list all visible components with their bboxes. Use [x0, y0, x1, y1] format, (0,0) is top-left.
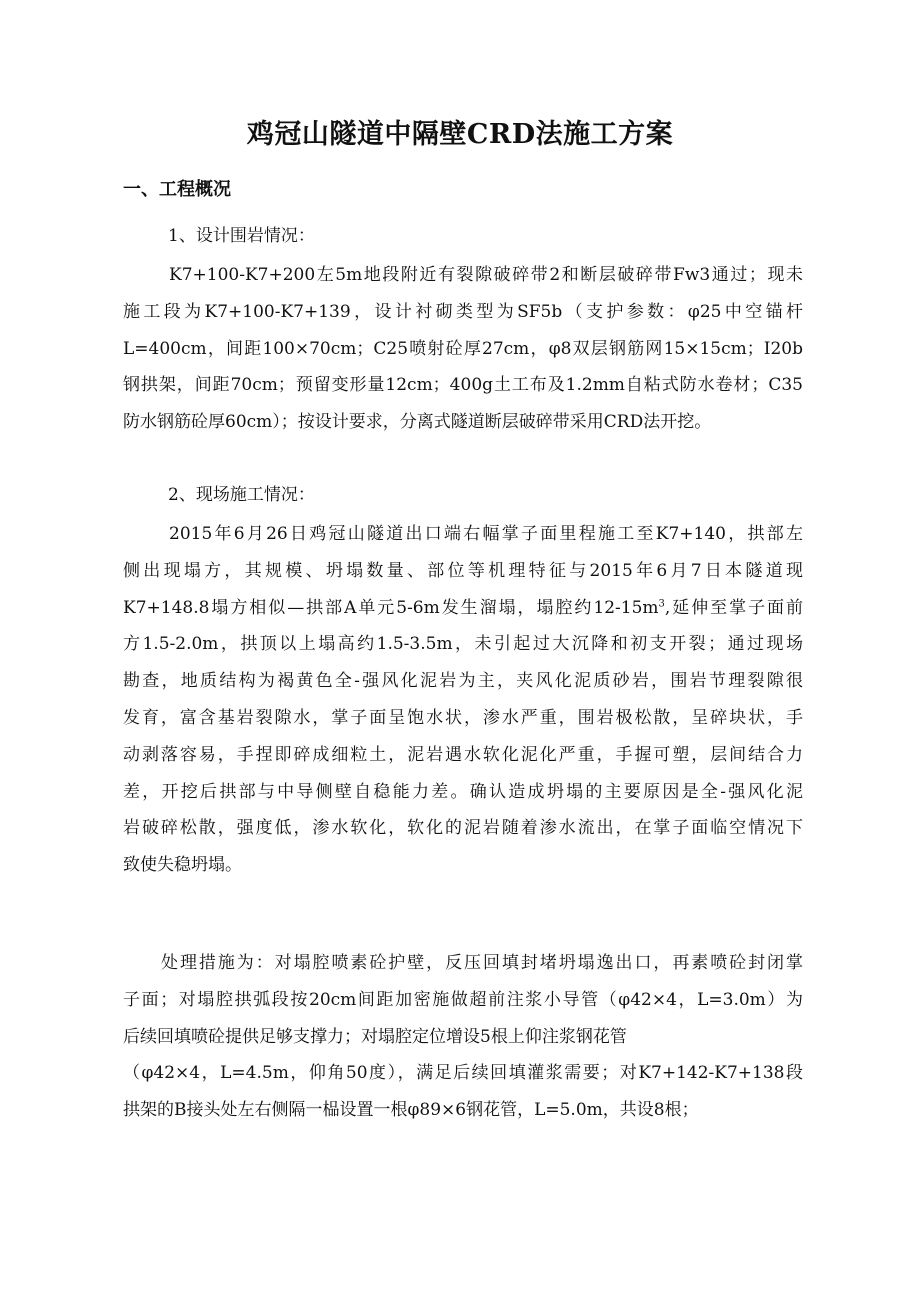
- paragraph-line: 侧出现塌方，其规模、坍塌数量、部位等机理特征与2015年6月7日本隧道现: [123, 560, 803, 581]
- paragraph-treatment: [123, 945, 803, 1129]
- document-title: 鸡冠山隧道中隔壁CRD法施工方案: [246, 119, 674, 150]
- paragraph-line: 动剥落容易，手捏即碎成细粒土，泥岩遇水软化泥化严重，手握可塑，层间结合力: [123, 744, 803, 765]
- paragraph-line: 处理措施为：对塌腔喷素砼护壁，反压回填封堵坍塌逸出口，再素喷砼封闭掌: [161, 953, 803, 973]
- line-segment: K7+148.8塌方相似—拱部A单元5-6m发生溜塌，塌腔约12-15m: [123, 597, 659, 618]
- paragraph-line: K7+100-K7+200左5m地段附近有裂隙破碎带2和断层破碎带Fw3通过；现未: [169, 265, 803, 285]
- paragraph-line: 子面；对塌腔拱弧段按20cm间距加密施做超前注浆小导管（φ42×4，L=3.0m）为: [123, 989, 803, 1010]
- paragraph-site-conditions: [123, 516, 803, 884]
- sub1-heading: 1、设计围岩情况：: [168, 226, 315, 246]
- paragraph-line: 岩破碎松散，强度低，渗水软化，软化的泥岩随着渗水流出，在掌子面临空情况下: [123, 818, 803, 839]
- paragraph-line: 钢拱架，间距70cm；预留变形量12cm；400g土工布及1.2mm自粘式防水卷材；C35: [123, 375, 803, 396]
- paragraph-line: 施工段为K7+100-K7+139，设计衬砌类型为SF5b（支护参数：φ25中空锚杆: [123, 301, 803, 322]
- sub2-heading: 2、现场施工情况：: [168, 485, 315, 505]
- superscript-cubic: 3: [658, 597, 665, 609]
- section-heading: 一、工程概况: [123, 179, 231, 200]
- paragraph-line: 2015年6月26日鸡冠山隧道出口端右幅掌子面里程施工至K7+140，拱部左: [169, 524, 803, 544]
- paragraph-line: 差，开挖后拱部与中导侧壁自稳能力差。确认造成坍塌的主要原因是全-强风化泥: [123, 781, 803, 802]
- paragraph-line: 方1.5-2.0m，拱顶以上塌高约1.5-3.5m，未引起过大沉降和初支开裂；通过现场: [123, 634, 803, 655]
- paragraph-line: 致使失稳坍塌。: [123, 855, 242, 876]
- paragraph-line: 后续回填喷砼提供足够支撑力；对塌腔定位增设5根上仰注浆钢花管: [123, 1026, 627, 1047]
- paragraph-line: 勘查，地质结构为褐黄色全-强风化泥岩为主，夹风化泥质砂岩，围岩节理裂隙很: [123, 671, 803, 692]
- paragraph-line: （φ42×4，L=4.5m，仰角50度），满足后续回填灌浆需要；对K7+142-K7+138段: [123, 1063, 803, 1084]
- paragraph-line: [123, 590, 803, 627]
- paragraph-line: 拱架的B接头处左右侧隔一榀设置一根φ89×6钢花管，L=5.0m，共设8根；: [123, 1100, 699, 1121]
- paragraph-line: 防水钢筋砼厚60cm）；按设计要求，分离式隧道断层破碎带采用CRD法开挖。: [123, 412, 712, 433]
- line-segment: ,延伸至掌子面前: [664, 597, 804, 618]
- paragraph-design-rock: [123, 257, 803, 441]
- paragraph-line: 发育，富含基岩裂隙水，掌子面呈饱水状，渗水严重，围岩极松散，呈碎块状，手: [123, 707, 803, 728]
- paragraph-line: L=400cm，间距100×70cm；C25喷射砼厚27cm，φ8双层钢筋网15×15cm；I20b: [123, 338, 803, 359]
